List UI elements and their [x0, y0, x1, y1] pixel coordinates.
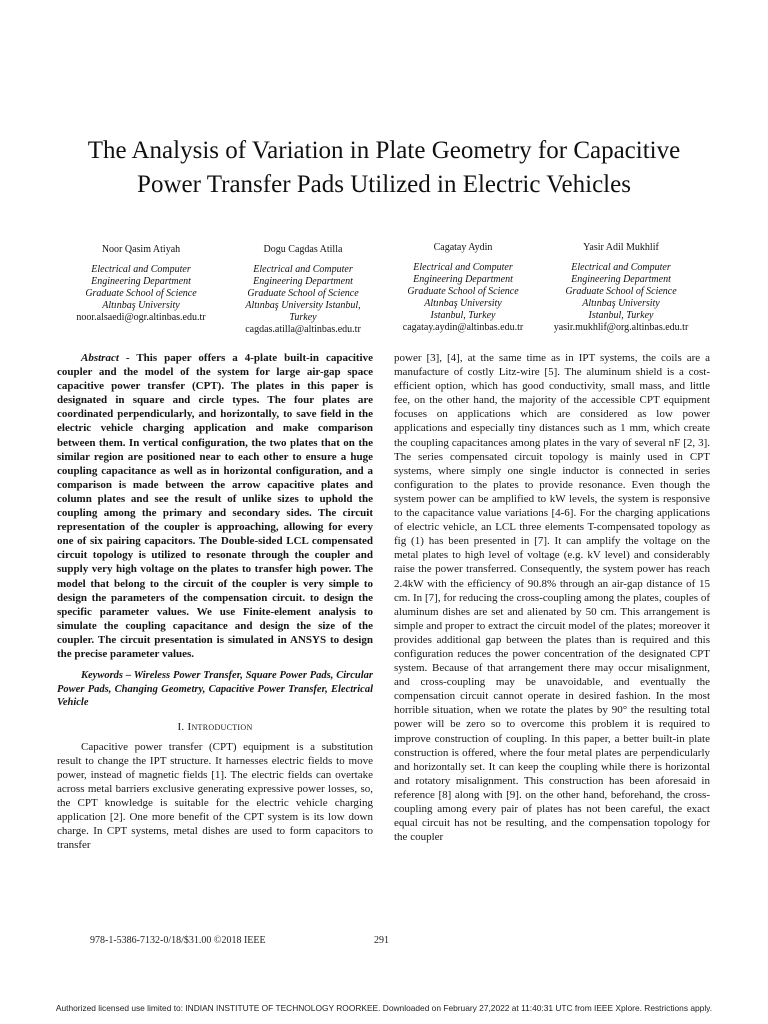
author-affiliation: Istanbul, Turkey	[430, 310, 496, 321]
author-affiliation: Altınbaş University	[424, 298, 502, 309]
author-email: noor.alsaedi@ogr.altinbas.edu.tr	[76, 312, 206, 323]
author-name: Dogu Cagdas Atilla	[263, 244, 343, 255]
author-name: Noor Qasim Atiyah	[101, 244, 181, 255]
page-number: 291	[374, 935, 389, 946]
author-affiliation: Graduate School of Science	[407, 286, 519, 297]
author-affiliation: Electrical and Computer	[571, 262, 671, 273]
author-affiliation: Electrical and Computer	[413, 262, 513, 273]
keywords-paragraph	[57, 669, 373, 710]
author-email: cagatay.aydin@altinbas.edu.tr	[402, 322, 524, 333]
author-affiliation: Altınbaş University Istanbul,	[245, 300, 361, 311]
author-affiliation: Engineering Department	[571, 274, 671, 285]
right-column	[394, 351, 710, 844]
keywords-text: Wireless Power Transfer, Square Power Pads, Circular Power Pads, Changing Geometry, Capacitive Power Transfer, Electrical Vehicle	[57, 670, 373, 709]
author-name: Cagatay Aydin	[433, 242, 493, 253]
keywords-label: Keywords –	[81, 670, 134, 682]
footer-isbn: 978-1-5386-7132-0/18/$31.00 ©2018 IEEE	[90, 935, 266, 946]
abstract-paragraph	[57, 351, 373, 661]
author-affiliation: Electrical and Computer	[253, 264, 353, 275]
author-name: Yasir Adil Mukhlif	[583, 242, 659, 253]
body-paragraph: power [3], [4], at the same time as in IPT systems, the coils are a manufacture of costly Litz-wire [5]. The aluminum shield is a cost-efficient option, which has good conductivity, small mass, and little fee, on the other hand, the majority of the accessible CPT equipment focuses on applications which are considered as low power applications and especially tiny distances such as 1 mm, which create the coupling capacitances among plates in the vary of several nF [2, 3]. The series compensated circuit topology is mainly used in CPT systems, where simply one single inductor is connected in series configuration to the plates to provide resonance. Even though the system power can be amplified to kW levels, the system is responsive to the capacitance value variations [4-6]. For the charging applications of electric vehicle, an LCL three elements T-compensated topology as fig (1) has been presented in [7]. It can amplify the voltage on the metal plates to high level of voltage (e.g. kV level) and considerably raise the power transferred. Consequently, the system power has reach 2.4kW with the efficiency of 90.8% through an air-gap distance of 15 cm. In [7], for reducing the cross-coupling among the plates, couples of aluminum dishes are set and alienated by 50 cm. This arrangement is simple and proper to extract the circuit model of the plates; moreover it provides additional gap between the plates than is required and this configuration reduces the power concentration of the designated CPT system. Because of that arrangement there may occur misalignment, and cross-coupling may be unavoidable, and eventually the compensation circuit cannot operate in desired fashion. In the most horrible situation, when we rotate the plates by 90° the resulting total power will be zero so to overcome this problem it is required to improve construction of coupling. In this paper, a better built-in plate construction is offered, where the four metal plates are perpendicularly and horizontally set. It can keep the coupling while there is horizontal and rotatory misalignment. This construction has been aforesaid in reference [8] along with [9]. on the other hand, beforehand, the cross-coupling among every pair of plates has not been careful, the exact equal circuit has not be resulting, and the compensation topology for the coupler	[394, 352, 710, 844]
author-affiliation: Engineering Department	[413, 274, 513, 285]
author-affiliation: Altınbaş University	[102, 300, 180, 311]
author-block	[378, 242, 548, 334]
abstract-label: Abstract	[81, 352, 119, 364]
author-email: yasir.mukhlif@org.altinbas.edu.tr	[553, 322, 689, 333]
license-notice: Authorized licensed use limited to: INDIAN INSTITUTE OF TECHNOLOGY ROORKEE. Downloaded on February 27,2022 at 11:40:31 UTC from IEEE Xplore. Restrictions apply.	[55, 1003, 713, 1013]
author-block	[56, 244, 226, 324]
author-affiliation: Electrical and Computer	[91, 264, 191, 275]
section-heading: I. Introduction	[177, 720, 253, 733]
author-email: cagdas.atilla@altinbas.edu.tr	[245, 324, 361, 335]
author-block	[218, 244, 388, 336]
author-affiliation: Graduate School of Science	[565, 286, 677, 297]
abstract-text: - This paper offers a 4-plate built-in capacitive coupler and the model of the system for large air-gap space capacitive power transfer (CPT). The plates in this paper is designated in square and circle types. The four plates are coordinated perpendicularly, and horizontally, to save field in the electric vehicle charging application and make comparison between them. In vertical configuration, the two plates that on the similar region are positioned near to each other to ensure a huge coupling capacitance as well as in horizontal configuration, and a comparison is made between the arrow capacitive plates and column plates and see the result of unlike sizes to uphold the coupling among the primary and secondary sides. The circuit representation of the coupler is approaching, allowing for every one of six pairing capacitors. The Double-sided LCL compensated circuit topology is utilized to resonate through the coupler and supply very high voltage on the plates to transfer high power. The model that belong to the circuit of the coupler is very simple to design the parameters of the compensation circuit. to design the specific parameter values. We use Finite-element analysis to simulate the coupling capacitance and design the size of the coupler. The circuit presentation is simulated in ANSYS to design the precise parameter values.	[57, 352, 373, 660]
author-block	[536, 242, 706, 334]
author-affiliation: Turkey	[289, 312, 317, 323]
author-affiliation: Engineering Department	[253, 276, 353, 287]
author-affiliation: Istanbul, Turkey	[588, 310, 654, 321]
author-affiliation: Graduate School of Science	[85, 288, 197, 299]
paper-title: The Analysis of Variation in Plate Geometry for Capacitive Power Transfer Pads Utilized in Electric Vehicles	[87, 137, 681, 198]
author-affiliation: Graduate School of Science	[247, 288, 359, 299]
author-affiliation: Engineering Department	[91, 276, 191, 287]
author-affiliation: Altınbaş University	[582, 298, 660, 309]
intro-paragraph: Capacitive power transfer (CPT) equipment is a substitution result to change the IPT structure. It harnesses electric fields to move power, instead of magnetic fields [1]. The electric fields can overtake across metal barriers exclusive generating expressive power losses, so, the CPT knowledge is suitable for the electric vehicle charging application [2]. One more benefit of the CPT system is its low down charge. In CPT systems, metal dishes are used to form capacitors to transfer	[57, 740, 373, 852]
left-column	[57, 351, 373, 852]
